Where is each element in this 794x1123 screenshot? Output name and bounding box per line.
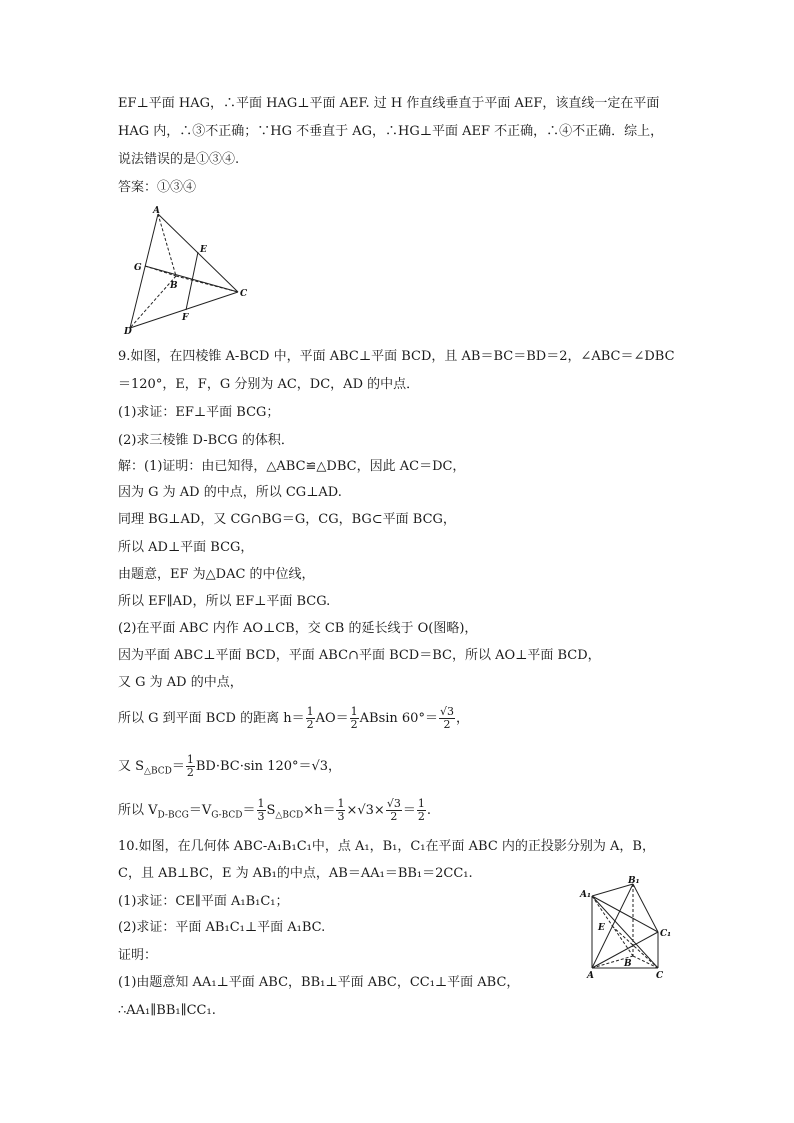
text-line: 解：(1)证明：由已知得，△ABC≌△DBC，因此 AC＝DC， (118, 459, 466, 474)
polyhedron-figure (578, 874, 678, 980)
fraction: $\frac{1}{3}$ (257, 797, 265, 823)
label-a: A (587, 971, 594, 980)
fraction: $\frac{1}{2}$ (186, 753, 194, 779)
text-line: 又 G 为 AD 的中点， (118, 675, 243, 690)
label-c: C (240, 289, 248, 299)
edge-ce (612, 926, 658, 968)
label-e: E (200, 245, 207, 255)
text-line: HAG 内，∴③不正确；∵HG 不垂直于 AG，∴HG⊥平面 AEF 不正确，∴④不正确．综上， (118, 124, 664, 139)
text-line: ＝120°，E，F，G 分别为 AC，DC，AD 的中点． (118, 377, 420, 392)
formula-area: 又 $S_{\triangle BCD}=$ $\frac{1}{2}$ BD·BC·sin 120°＝√3， (118, 753, 342, 779)
text-line: (1)求证：CE∥平面 A₁B₁C₁； (118, 894, 289, 909)
edge-bc (633, 956, 658, 968)
label-a: A (153, 206, 160, 216)
text-line: (2)求三棱锥 D-BCG 的体积． (118, 433, 294, 448)
label-a1: A₁ (580, 890, 591, 900)
label-c1: C₁ (660, 929, 672, 939)
text-line: 因为 G 为 AD 的中点，所以 CG⊥AD. (118, 485, 342, 500)
text-line: C，且 AB⊥BC，E 为 AB₁的中点，AB＝AA₁＝BB₁＝2CC₁. (118, 866, 473, 881)
text-line: 说法错误的是①③④. (118, 152, 240, 167)
text-line: ∴AA₁∥BB₁∥CC₁. (118, 1003, 216, 1018)
answer-line: 答案：①③④ (118, 180, 197, 195)
label-e: E (598, 923, 605, 933)
text-line: (2)在平面 ABC 内作 AO⊥CB，交 CB 的延长线于 O(图略)， (118, 621, 478, 636)
label-b: B (624, 959, 632, 969)
text-line: (1)由题意知 AA₁⊥平面 ABC，BB₁⊥平面 ABC，CC₁⊥平面 ABC， (118, 975, 520, 990)
fraction: $\frac{√3}{2}$ (386, 797, 401, 823)
tetrahedron-figure (120, 204, 260, 338)
text-line: 因为平面 ABC⊥平面 BCD，平面 ABC∩平面 BCD＝BC，所以 AO⊥平面 BCD， (118, 648, 601, 663)
fraction: $\frac{1}{3}$ (337, 797, 345, 823)
formula-volume: 所以 $V_{D-BCG}=V_{G-BCD}=$ $\frac{1}{3}$ $S_{\triangle BCD}\times h=$ $\frac{1}{3}$ ×√3× $\frac{√3}{2}$ ＝ $\frac{1}{2}$ . (118, 797, 431, 823)
label-c: C (656, 971, 664, 980)
label-d: D (124, 327, 132, 337)
label-g: G (134, 263, 142, 273)
text-line: (2)求证：平面 AB₁C₁⊥平面 A₁BC. (118, 920, 326, 935)
text-line: EF⊥平面 HAG，∴平面 HAG⊥平面 AEF. 过 H 作直线垂直于平面 AEF，该直线一定在平面 (118, 96, 660, 111)
fraction: $\frac{1}{2}$ (306, 705, 314, 731)
label-b1: B₁ (628, 876, 640, 886)
problem-9-line: 9.如图，在四棱锥 A-BCD 中，平面 ABC⊥平面 BCD，且 AB＝BC＝BD＝2，∠ABC＝∠DBC (118, 349, 675, 364)
fraction: $\frac{√3}{2}$ (439, 705, 454, 731)
fraction: $\frac{1}{2}$ (417, 797, 425, 823)
text-line: (1)求证：EF⊥平面 BCG； (118, 405, 280, 420)
problem-10-line: 10.如图，在几何体 ABC-A₁B₁C₁中，点 A₁，B₁，C₁在平面 ABC 内的正投影分别为 A，B， (118, 839, 655, 854)
label-f: F (182, 313, 189, 323)
label-b: B (170, 281, 178, 291)
text-line: 由题意，EF 为△DAC 的中位线， (118, 567, 315, 582)
text-line: 所以 EF∥AD，所以 EF⊥平面 BCG. (118, 594, 331, 609)
text-line: 所以 AD⊥平面 BCG， (118, 540, 254, 555)
fraction: $\frac{1}{2}$ (350, 705, 358, 731)
edge-a1b1 (592, 884, 633, 896)
formula-distance: 所以 G 到平面 BCD 的距离 h＝ $\frac{1}{2}$ AO＝ $\frac{1}{2}$ ABsin 60°＝ $\frac{√3}{2}$ ， (118, 705, 469, 731)
text-line: 证明： (118, 948, 158, 963)
text-line: 同理 BG⊥AD，又 CG∩BG＝G，CG，BG⊂平面 BCG， (118, 512, 456, 527)
